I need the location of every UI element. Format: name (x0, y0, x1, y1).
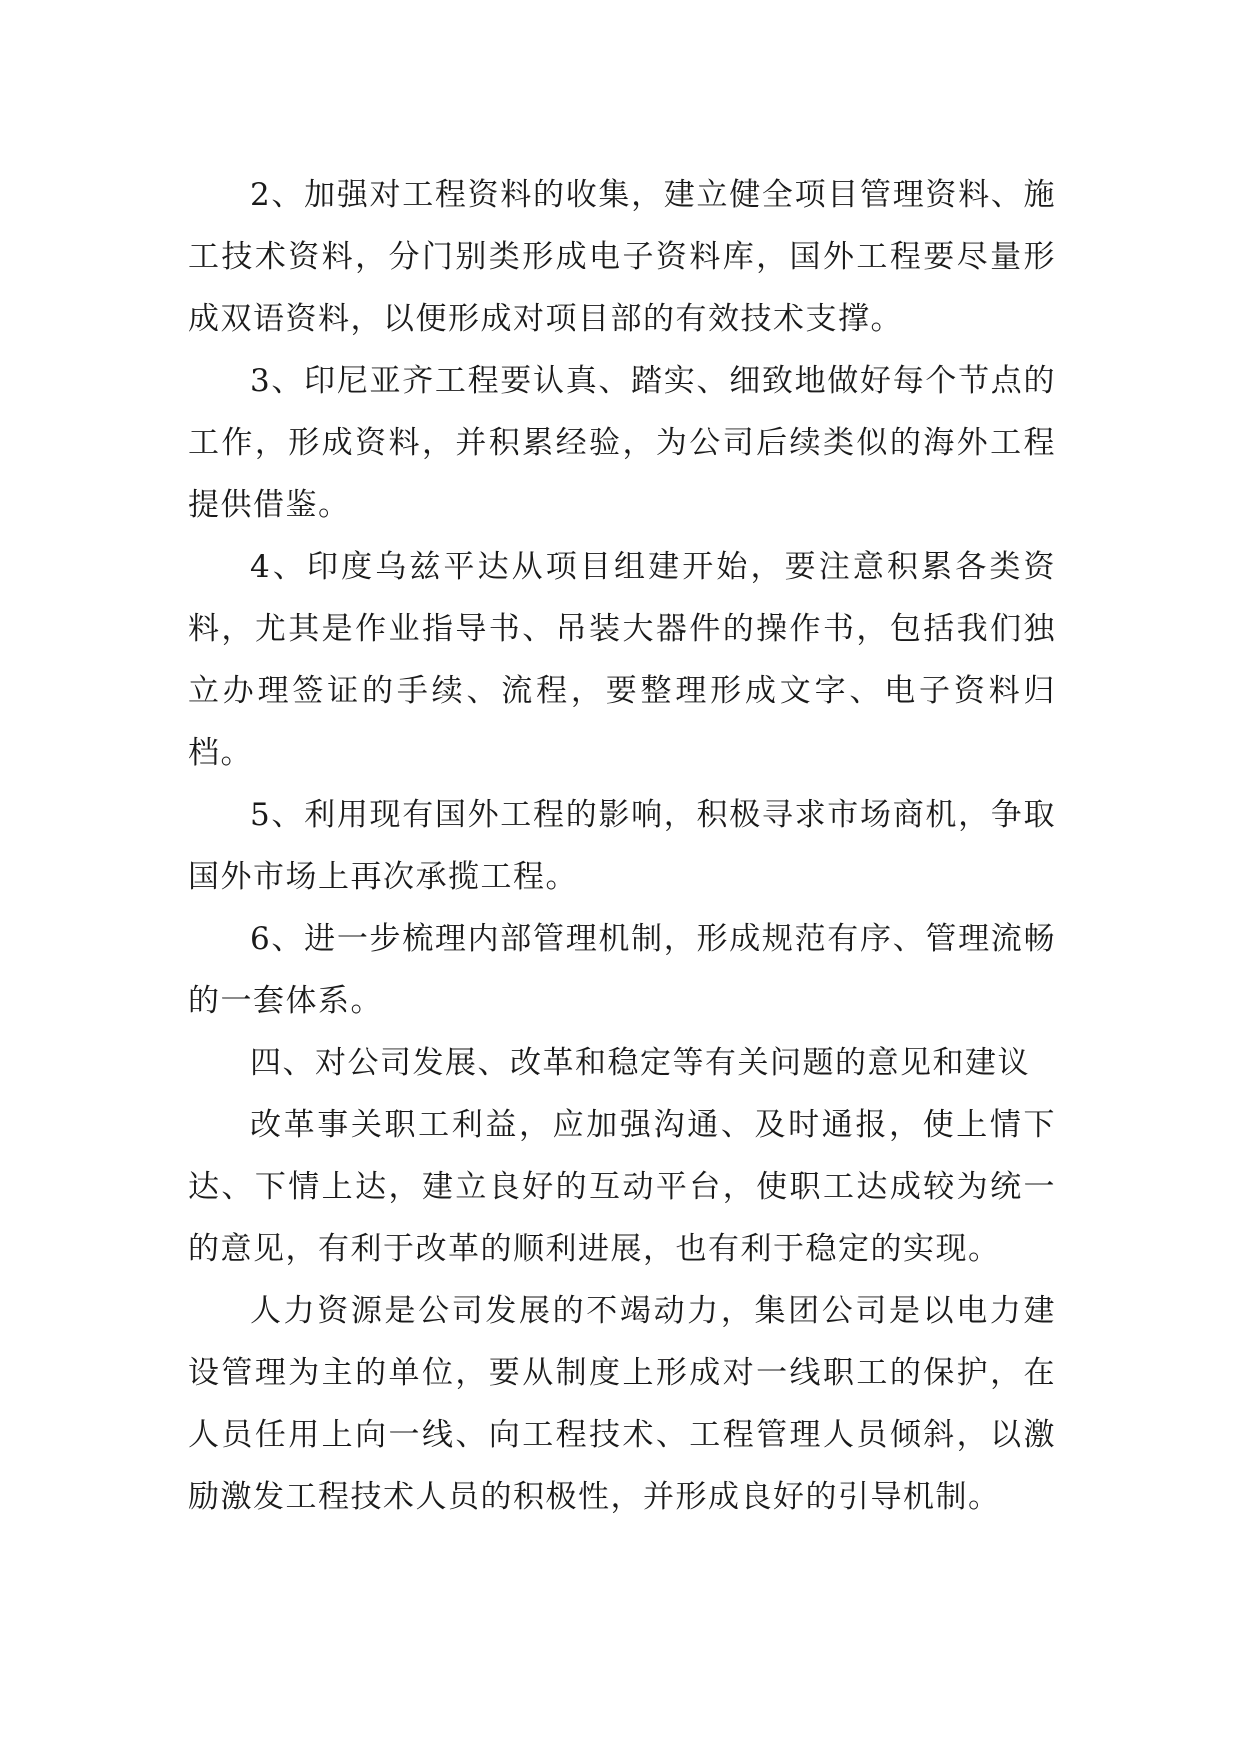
document-body (188, 164, 1056, 1528)
paragraph-item-5: 5、利用现有国外工程的影响，积极寻求市场商机，争取国外市场上再次承揽工程。 (188, 797, 1056, 895)
paragraph-item-6: 6、进一步梳理内部管理机制，形成规范有序、管理流畅的一套体系。 (188, 921, 1056, 1019)
section-heading-four: 四、对公司发展、改革和稳定等有关问题的意见和建议 (250, 1045, 1030, 1081)
paragraph-item-3: 3、印尼亚齐工程要认真、踏实、细致地做好每个节点的工作，形成资料，并积累经验，为公司后续类似的海外工程提供借鉴。 (188, 363, 1056, 523)
paragraph-human-resources: 人力资源是公司发展的不竭动力，集团公司是以电力建设管理为主的单位，要从制度上形成对一线职工的保护，在人员任用上向一线、向工程技术、工程管理人员倾斜，以激励激发工程技术人员的积极性，并形成良好的引导机制。 (188, 1293, 1056, 1515)
paragraph-reform: 改革事关职工利益，应加强沟通、及时通报，使上情下达、下情上达，建立良好的互动平台，使职工达成较为统一的意见，有利于改革的顺利进展，也有利于稳定的实现。 (188, 1107, 1056, 1267)
paragraph-item-4: 4、印度乌兹平达从项目组建开始，要注意积累各类资料，尤其是作业指导书、吊装大器件的操作书，包括我们独立办理签证的手续、流程，要整理形成文字、电子资料归档。 (188, 549, 1056, 771)
paragraph-item-2: 2、加强对工程资料的收集，建立健全项目管理资料、施工技术资料，分门别类形成电子资料库，国外工程要尽量形成双语资料，以便形成对项目部的有效技术支撑。 (188, 177, 1056, 337)
